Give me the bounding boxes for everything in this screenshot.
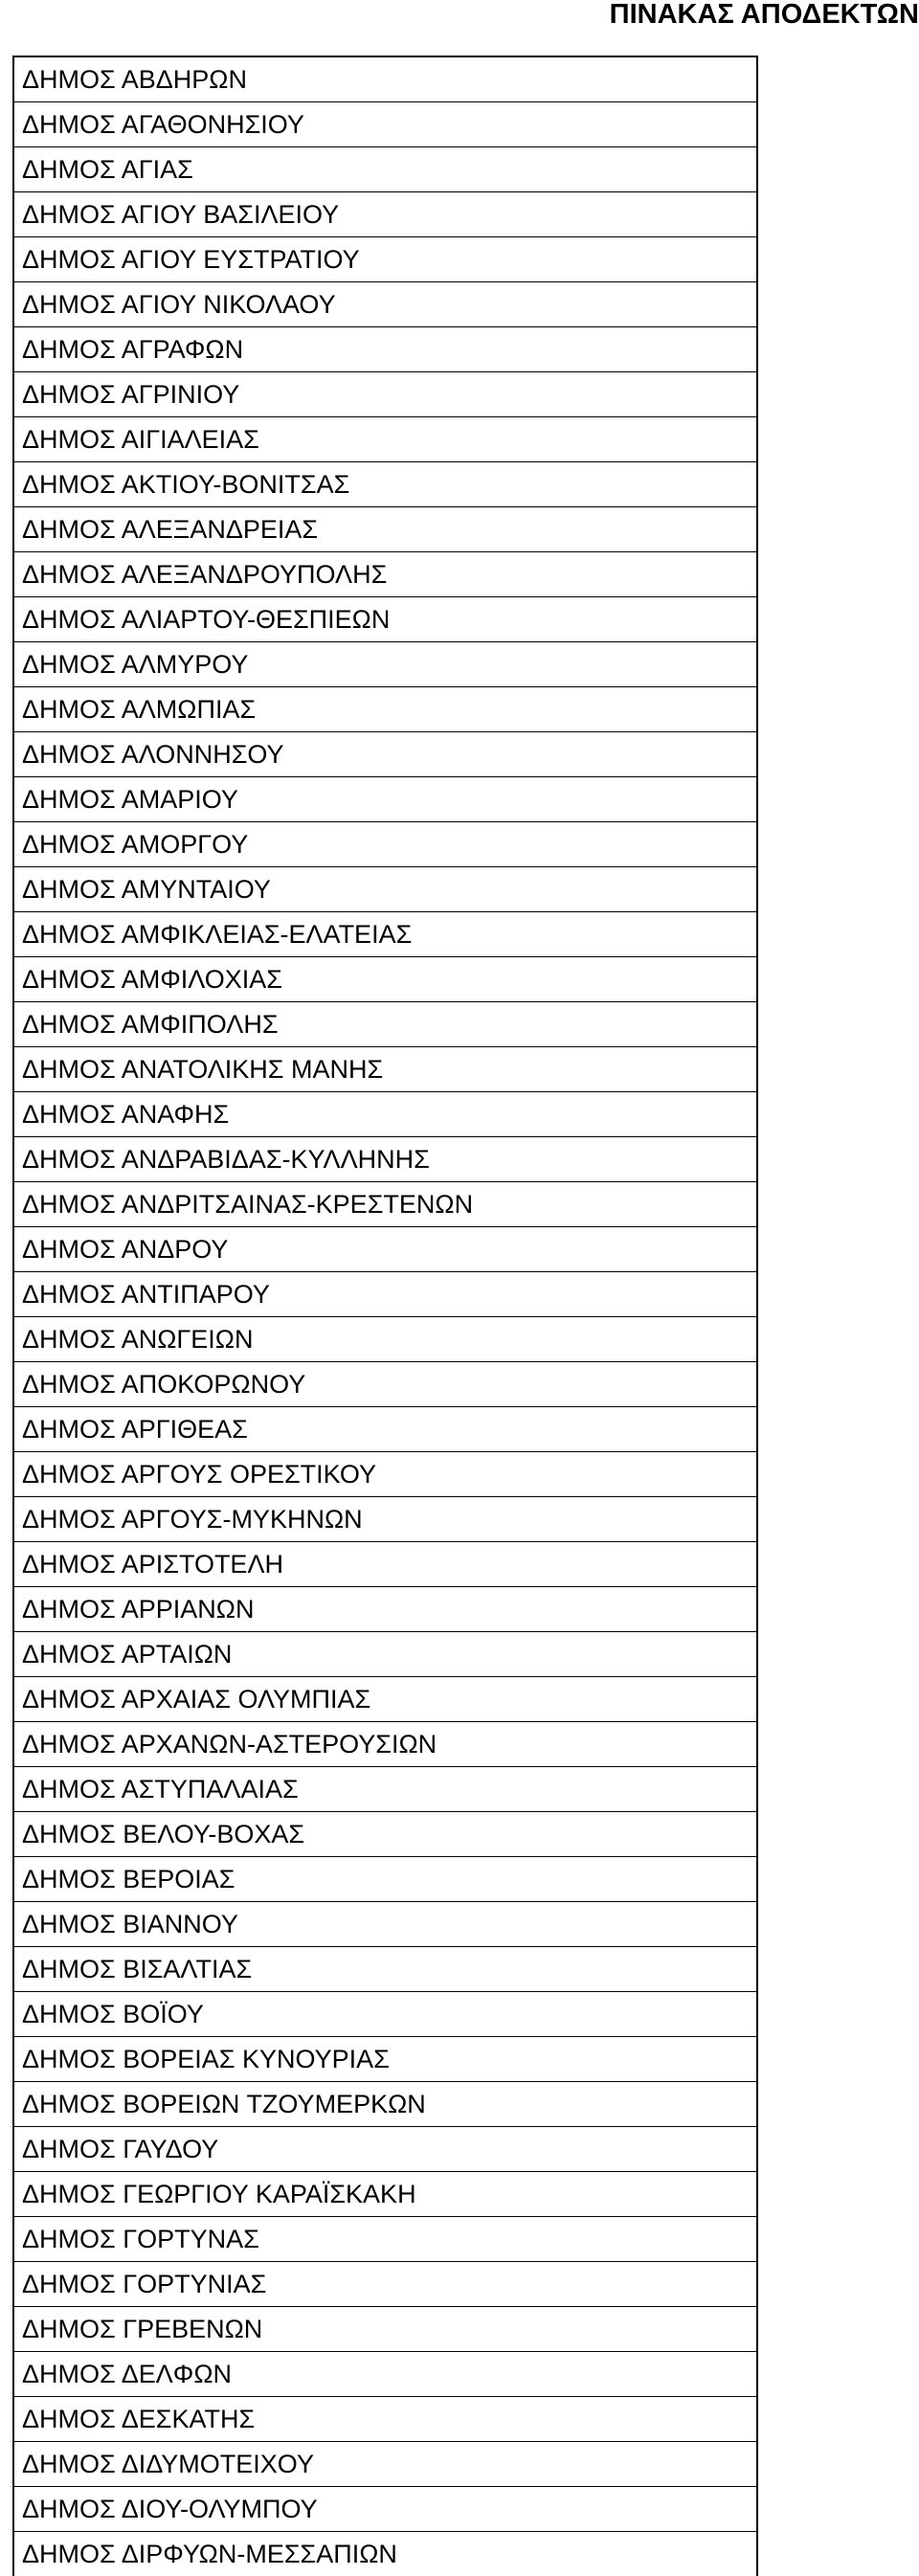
table-row: [13, 192, 757, 237]
recipient-name: ΔΗΜΟΣ ΑΡΤΑΙΩΝ: [13, 1632, 757, 1677]
table-row: [13, 1632, 757, 1677]
recipient-name: ΔΗΜΟΣ ΔΙΟΥ-ΟΛΥΜΠΟΥ: [13, 2487, 757, 2532]
table-row: [13, 1227, 757, 1272]
table-row: [13, 1857, 757, 1902]
table-row: [13, 1047, 757, 1092]
recipient-name: ΔΗΜΟΣ ΔΕΣΚΑΤΗΣ: [13, 2397, 757, 2442]
table-row: [13, 1947, 757, 1992]
table-row: [13, 2082, 757, 2127]
table-row: [13, 1182, 757, 1227]
recipient-name: ΔΗΜΟΣ ΒΟΡΕΙΩΝ ΤΖΟΥΜΕΡΚΩΝ: [13, 2082, 757, 2127]
recipient-name: ΔΗΜΟΣ ΒΕΛΟΥ-ΒΟΧΑΣ: [13, 1812, 757, 1857]
recipient-name: ΔΗΜΟΣ ΑΜΑΡΙΟΥ: [13, 777, 757, 822]
recipient-name: ΔΗΜΟΣ ΑΓΙΟΥ ΝΙΚΟΛΑΟΥ: [13, 282, 757, 327]
table-row: [13, 1317, 757, 1362]
recipient-name: ΔΗΜΟΣ ΑΛΕΞΑΝΔΡΟΥΠΟΛΗΣ: [13, 552, 757, 597]
recipient-name: ΔΗΜΟΣ ΔΙΡΦΥΩΝ-ΜΕΣΣΑΠΙΩΝ: [13, 2532, 757, 2576]
recipient-name: ΔΗΜΟΣ ΑΡΧΑΙΑΣ ΟΛΥΜΠΙΑΣ: [13, 1677, 757, 1722]
table-row: [13, 777, 757, 822]
recipient-name: ΔΗΜΟΣ ΑΡΧΑΝΩΝ-ΑΣΤΕΡΟΥΣΙΩΝ: [13, 1722, 757, 1767]
table-row: [13, 462, 757, 507]
recipient-name: ΔΗΜΟΣ ΑΛΜΥΡΟΥ: [13, 642, 757, 687]
recipient-name: ΔΗΜΟΣ ΒΙΣΑΛΤΙΑΣ: [13, 1947, 757, 1992]
recipient-name: ΔΗΜΟΣ ΑΜΦΙΚΛΕΙΑΣ-ΕΛΑΤΕΙΑΣ: [13, 912, 757, 957]
table-row: [13, 2397, 757, 2442]
recipient-name: ΔΗΜΟΣ ΑΝΤΙΠΑΡΟΥ: [13, 1272, 757, 1317]
table-row: [13, 1137, 757, 1182]
recipient-name: ΔΗΜΟΣ ΑΡΙΣΤΟΤΕΛΗ: [13, 1542, 757, 1587]
recipients-table: [12, 56, 758, 2576]
recipient-name: ΔΗΜΟΣ ΔΕΛΦΩΝ: [13, 2352, 757, 2397]
table-row: [13, 732, 757, 777]
table-row: [13, 1407, 757, 1452]
recipient-name: ΔΗΜΟΣ ΓΟΡΤΥΝΑΣ: [13, 2217, 757, 2262]
page-title: ΠΙΝΑΚΑΣ ΑΠΟΔΕΚΤΩΝ: [0, 0, 919, 29]
table-row: [13, 1992, 757, 2037]
recipient-name: ΔΗΜΟΣ ΔΙΔΥΜΟΤΕΙΧΟΥ: [13, 2442, 757, 2487]
recipient-name: ΔΗΜΟΣ ΓΡΕΒΕΝΩΝ: [13, 2307, 757, 2352]
recipients-list: [13, 56, 757, 2576]
table-row: [13, 1002, 757, 1047]
table-row: [13, 687, 757, 732]
recipient-name: ΔΗΜΟΣ ΑΡΓΟΥΣ-ΜΥΚΗΝΩΝ: [13, 1497, 757, 1542]
table-row: [13, 1767, 757, 1812]
recipient-name: ΔΗΜΟΣ ΑΡΡΙΑΝΩΝ: [13, 1587, 757, 1632]
recipient-name: ΔΗΜΟΣ ΑΝΔΡΑΒΙΔΑΣ-ΚΥΛΛΗΝΗΣ: [13, 1137, 757, 1182]
table-row: [13, 147, 757, 192]
table-row: [13, 2217, 757, 2262]
table-row: [13, 282, 757, 327]
recipient-name: ΔΗΜΟΣ ΑΝΔΡΟΥ: [13, 1227, 757, 1272]
recipient-name: ΔΗΜΟΣ ΑΡΓΙΘΕΑΣ: [13, 1407, 757, 1452]
recipient-name: ΔΗΜΟΣ ΓΟΡΤΥΝΙΑΣ: [13, 2262, 757, 2307]
table-row: [13, 102, 757, 147]
table-row: [13, 1722, 757, 1767]
table-row: [13, 2532, 757, 2576]
recipient-name: ΔΗΜΟΣ ΑΓΙΟΥ ΕΥΣΤΡΑΤΙΟΥ: [13, 237, 757, 282]
table-row: [13, 1362, 757, 1407]
recipient-name: ΔΗΜΟΣ ΑΜΥΝΤΑΙΟΥ: [13, 867, 757, 912]
recipient-name: ΔΗΜΟΣ ΑΝΑΦΗΣ: [13, 1092, 757, 1137]
recipient-name: ΔΗΜΟΣ ΓΕΩΡΓΙΟΥ ΚΑΡΑΪΣΚΑΚΗ: [13, 2172, 757, 2217]
recipient-name: ΔΗΜΟΣ ΑΝΩΓΕΙΩΝ: [13, 1317, 757, 1362]
table-row: [13, 2172, 757, 2217]
recipient-name: ΔΗΜΟΣ ΑΛΙΑΡΤΟΥ-ΘΕΣΠΙΕΩΝ: [13, 597, 757, 642]
recipient-name: ΔΗΜΟΣ ΒΟΡΕΙΑΣ ΚΥΝΟΥΡΙΑΣ: [13, 2037, 757, 2082]
recipient-name: ΔΗΜΟΣ ΑΛΜΩΠΙΑΣ: [13, 687, 757, 732]
recipient-name: ΔΗΜΟΣ ΑΜΦΙΛΟΧΙΑΣ: [13, 957, 757, 1002]
table-row: [13, 2127, 757, 2172]
table-row: [13, 507, 757, 552]
table-row: [13, 56, 757, 102]
recipient-name: ΔΗΜΟΣ ΑΝΑΤΟΛΙΚΗΣ ΜΑΝΗΣ: [13, 1047, 757, 1092]
table-row: [13, 1497, 757, 1542]
table-row: [13, 642, 757, 687]
table-row: [13, 417, 757, 462]
recipient-name: ΔΗΜΟΣ ΑΚΤΙΟΥ-ΒΟΝΙΤΣΑΣ: [13, 462, 757, 507]
table-row: [13, 2487, 757, 2532]
recipient-name: ΔΗΜΟΣ ΑΡΓΟΥΣ ΟΡΕΣΤΙΚΟΥ: [13, 1452, 757, 1497]
table-row: [13, 1542, 757, 1587]
table-row: [13, 2037, 757, 2082]
table-row: [13, 912, 757, 957]
table-row: [13, 1452, 757, 1497]
table-row: [13, 2307, 757, 2352]
recipient-name: ΔΗΜΟΣ ΑΣΤΥΠΑΛΑΙΑΣ: [13, 1767, 757, 1812]
table-row: [13, 1272, 757, 1317]
table-row: [13, 1677, 757, 1722]
table-row: [13, 1902, 757, 1947]
recipient-name: ΔΗΜΟΣ ΑΜΦΙΠΟΛΗΣ: [13, 1002, 757, 1047]
table-row: [13, 1092, 757, 1137]
table-row: [13, 2352, 757, 2397]
table-row: [13, 372, 757, 417]
table-row: [13, 1812, 757, 1857]
recipient-name: ΔΗΜΟΣ ΒΕΡΟΙΑΣ: [13, 1857, 757, 1902]
table-row: [13, 2442, 757, 2487]
recipient-name: ΔΗΜΟΣ ΒΟΪΟΥ: [13, 1992, 757, 2037]
recipient-name: ΔΗΜΟΣ ΑΓΙΑΣ: [13, 147, 757, 192]
recipient-name: ΔΗΜΟΣ ΑΠΟΚΟΡΩΝΟΥ: [13, 1362, 757, 1407]
recipient-name: ΔΗΜΟΣ ΓΑΥΔΟΥ: [13, 2127, 757, 2172]
table-row: [13, 957, 757, 1002]
table-row: [13, 867, 757, 912]
recipient-name: ΔΗΜΟΣ ΑΙΓΙΑΛΕΙΑΣ: [13, 417, 757, 462]
recipient-name: ΔΗΜΟΣ ΑΓΙΟΥ ΒΑΣΙΛΕΙΟΥ: [13, 192, 757, 237]
recipient-name: ΔΗΜΟΣ ΑΒΔΗΡΩΝ: [13, 56, 757, 102]
recipient-name: ΔΗΜΟΣ ΑΓΑΘΟΝΗΣΙΟΥ: [13, 102, 757, 147]
table-row: [13, 327, 757, 372]
recipient-name: ΔΗΜΟΣ ΑΓΡΙΝΙΟΥ: [13, 372, 757, 417]
table-row: [13, 1587, 757, 1632]
recipient-name: ΔΗΜΟΣ ΑΝΔΡΙΤΣΑΙΝΑΣ-ΚΡΕΣΤΕΝΩΝ: [13, 1182, 757, 1227]
recipient-name: ΔΗΜΟΣ ΑΜΟΡΓΟΥ: [13, 822, 757, 867]
table-row: [13, 2262, 757, 2307]
recipient-name: ΔΗΜΟΣ ΑΛΟΝΝΗΣΟΥ: [13, 732, 757, 777]
table-row: [13, 822, 757, 867]
recipient-name: ΔΗΜΟΣ ΑΛΕΞΑΝΔΡΕΙΑΣ: [13, 507, 757, 552]
table-row: [13, 597, 757, 642]
recipient-name: ΔΗΜΟΣ ΒΙΑΝΝΟΥ: [13, 1902, 757, 1947]
table-row: [13, 237, 757, 282]
recipient-name: ΔΗΜΟΣ ΑΓΡΑΦΩΝ: [13, 327, 757, 372]
table-row: [13, 552, 757, 597]
